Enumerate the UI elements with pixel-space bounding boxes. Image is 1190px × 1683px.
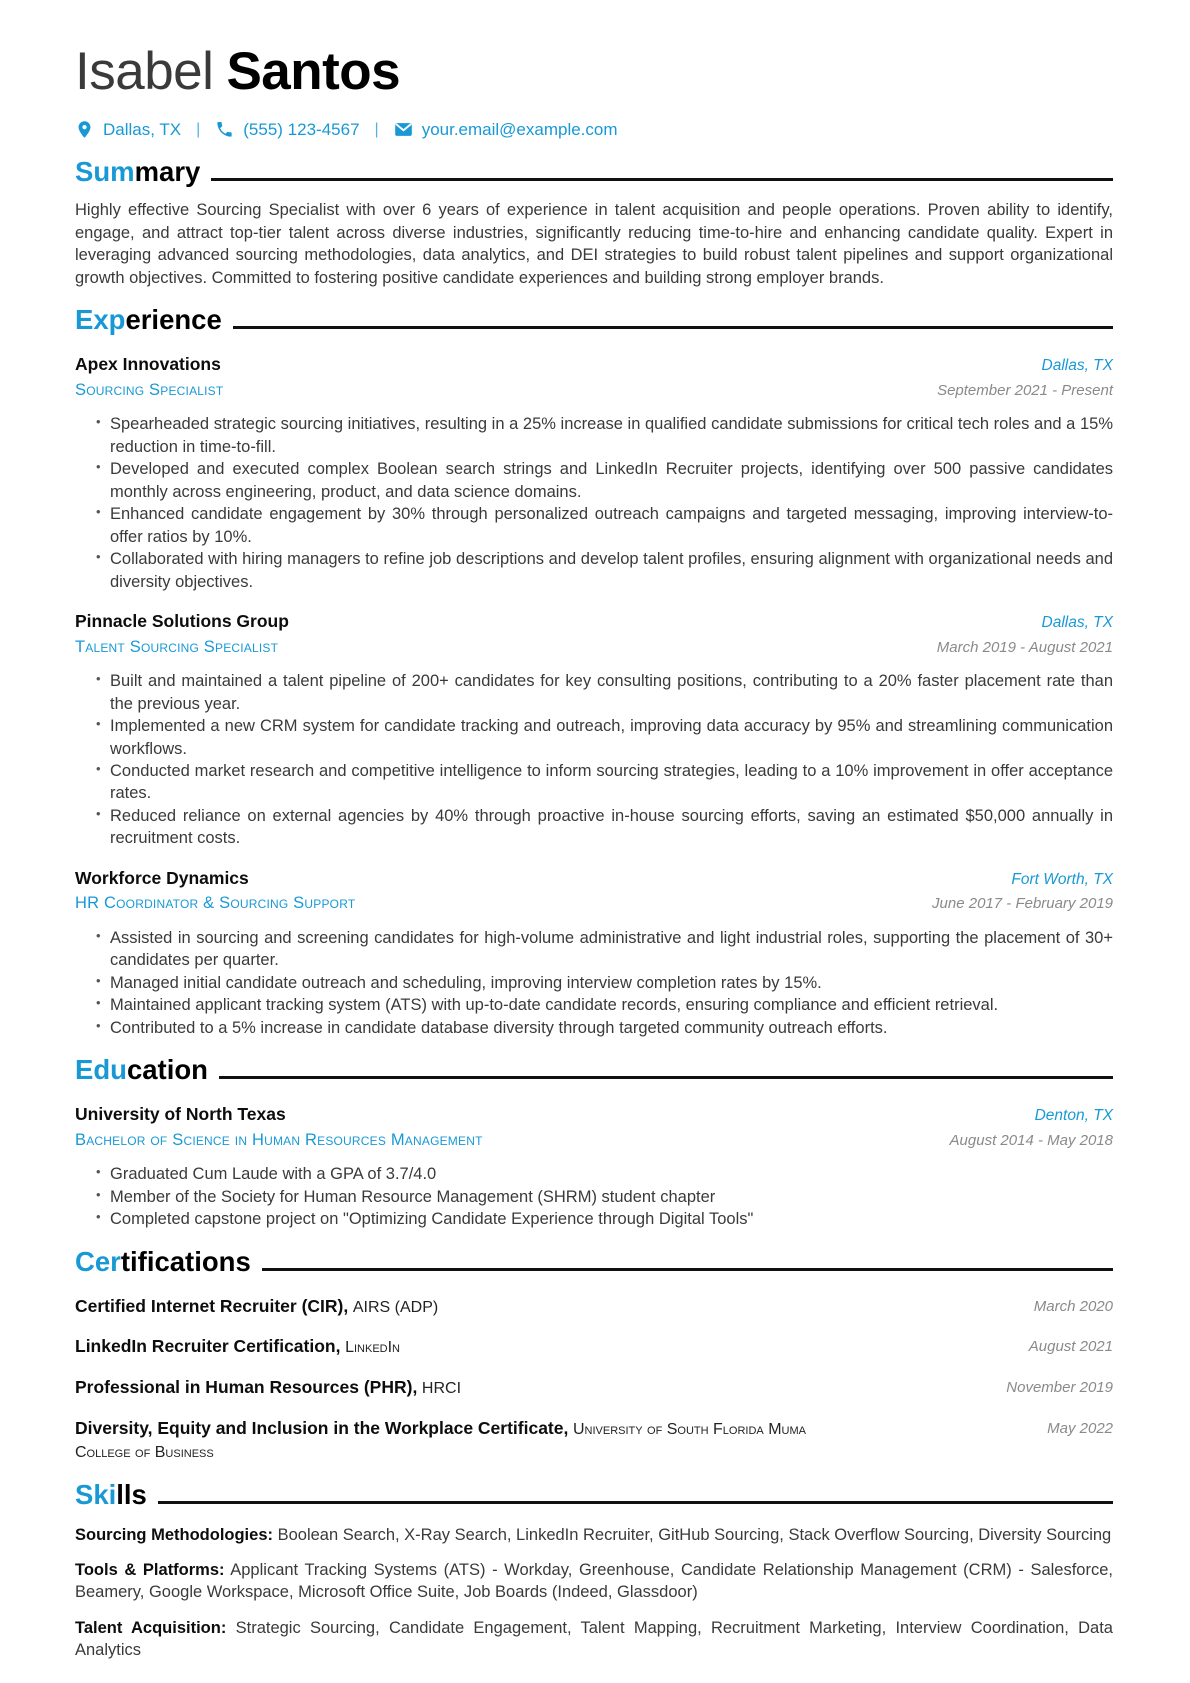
certification-org: AIRS (ADP) [352, 1298, 439, 1316]
job-dates: June 2017 - February 2019 [932, 895, 1113, 913]
job-title: HR Coordinator & Sourcing Support [75, 894, 356, 913]
bullet-list [75, 413, 1113, 593]
section-header [75, 1478, 1113, 1511]
first-name: Isabel [75, 42, 214, 101]
bullet-item: • Reduced reliance on external agencies by 40% through proactive in-house sourcing efforts, saving an estimated $50,000 annually in recruitment costs. [110, 805, 1113, 850]
certification-org: LinkedIn [345, 1339, 400, 1357]
certification-name: Professional in Human Resources (PHR) [75, 1377, 413, 1398]
skill-values: Applicant Tracking Systems (ATS) - Workday, Greenhouse, Candidate Relationship Management (CRM) - Salesforce, Beamery, Google Workspace, Microsoft Office Suite, Job Boards (Indeed, Glassdoor) [75, 1561, 1113, 1602]
map-pin-icon [75, 120, 94, 139]
job-title: Talent Sourcing Specialist [75, 637, 279, 656]
certification-label [75, 1376, 461, 1400]
section-rule [219, 1076, 1113, 1079]
section-education [75, 1053, 1113, 1231]
skill-row [75, 1524, 1113, 1546]
job-dates: March 2019 - August 2021 [936, 638, 1113, 656]
contact-phone[interactable] [215, 118, 359, 141]
certification-org: HRCI [421, 1380, 462, 1398]
bullet-item: • Implemented a new CRM system for candidate tracking and outreach, improving data accuracy by 95% and streamlining communication workflows. [110, 715, 1113, 760]
certification-name: Diversity, Equity and Inclusion in the Workplace Certificate [75, 1418, 564, 1439]
skill-category: Tools & Platforms: [75, 1561, 225, 1580]
certification-name: Certified Internet Recruiter (CIR) [75, 1295, 344, 1316]
section-rule [158, 1501, 1113, 1504]
bullet-item: • Conducted market research and competitive intelligence to inform sourcing strategies, leading to a 10% improvement in offer acceptance rates. [110, 760, 1113, 805]
certification-label [75, 1335, 400, 1359]
section-header [75, 155, 1113, 188]
section-title: Certifications [75, 1245, 251, 1277]
bullet-item: • Built and maintained a talent pipeline of 200+ candidates for key consulting positions, contributing to a 20% faster placement rate than the previous year. [110, 670, 1113, 715]
phone-text: (555) 123-4567 [243, 120, 360, 140]
contact-separator: | [374, 121, 379, 139]
contact-email[interactable] [394, 118, 618, 141]
entry-header [75, 610, 1113, 634]
entry-subheader [75, 892, 1113, 914]
section-skills [75, 1478, 1113, 1662]
degree-title: Bachelor of Science in Human Resources Management [75, 1130, 483, 1149]
certification-name-separator: , [343, 1295, 349, 1316]
job-dates: September 2021 - Present [937, 382, 1113, 400]
bullet-item: • Developed and executed complex Boolean search strings and LinkedIn Recruiter projects, identifying over 500 passive candidates monthly across engineering, product, and data science domains. [110, 458, 1113, 503]
skill-values: Strategic Sourcing, Candidate Engagement, Talent Mapping, Recruitment Marketing, Interview Coordination, Data Analytics [75, 1618, 1113, 1660]
experience-entry [75, 610, 1113, 850]
email-text: your.email@example.com [421, 120, 618, 140]
section-title: Skills [75, 1478, 147, 1510]
bullet-item: • Member of the Society for Human Resource Management (SHRM) student chapter [110, 1186, 1113, 1208]
experience-entry [75, 867, 1113, 1039]
skill-row [75, 1559, 1113, 1604]
section-summary [75, 155, 1113, 289]
skill-category: Sourcing Methodologies: [75, 1525, 273, 1544]
section-rule [211, 178, 1113, 181]
education-entry [75, 1103, 1113, 1231]
certification-date: November 2019 [1006, 1379, 1113, 1397]
education-dates: August 2014 - May 2018 [949, 1131, 1113, 1149]
skill-row [75, 1617, 1113, 1662]
section-title: Education [75, 1054, 208, 1086]
certification-entry [75, 1295, 1113, 1319]
school-name: University of North Texas [75, 1104, 286, 1125]
company-name: Workforce Dynamics [75, 867, 249, 888]
section-header [75, 1053, 1113, 1086]
phone-icon [215, 120, 234, 139]
summary-text: Highly effective Sourcing Specialist with over 6 years of experience in talent acquisition and people operations. Proven ability to identify, engage, and attract top-tier talent across diverse industries, significantly reducing time-to-hire and enhancing candidate quality. Expert in leveraging advanced sourcing methodologies, data analytics, and DEI strategies to build robust talent pipelines and support organizational growth objectives. Committed to fostering positive candidate experiences and building strong employer brands. [75, 201, 1113, 287]
skill-values: Boolean Search, X-Ray Search, LinkedIn Recruiter, GitHub Sourcing, Stack Overflow Sourcing, Diversity Sourcing [277, 1525, 1112, 1544]
certification-entry [75, 1376, 1113, 1400]
bullet-item: • Assisted in sourcing and screening candidates for high-volume administrative and light industrial roles, supporting the placement of 30+ candidates per quarter. [110, 927, 1113, 972]
bullet-item: • Enhanced candidate engagement by 30% through personalized outreach campaigns and targeted messaging, improving interview-to-offer ratios by 10%. [110, 503, 1113, 548]
contact-row [75, 118, 1113, 141]
page-title [75, 42, 1113, 101]
entry-header [75, 867, 1113, 891]
bullet-list [75, 927, 1113, 1039]
job-title: Sourcing Specialist [75, 381, 224, 400]
certification-entry [75, 1335, 1113, 1359]
envelope-icon [394, 120, 413, 139]
bullet-item: • Managed initial candidate outreach and scheduling, improving interview completion rates by 15%. [110, 972, 1113, 994]
bullet-list [75, 670, 1113, 850]
company-name: Pinnacle Solutions Group [75, 610, 289, 631]
section-experience [75, 303, 1113, 1039]
skill-category: Talent Acquisition: [75, 1618, 227, 1637]
bullet-item: • Completed capstone project on "Optimizing Candidate Experience through Digital Tools" [110, 1208, 1113, 1230]
section-certifications [75, 1245, 1113, 1464]
school-location: Denton, TX [1034, 1107, 1113, 1125]
contact-separator: | [196, 121, 201, 139]
entry-subheader [75, 636, 1113, 658]
certification-name-separator: , [335, 1336, 341, 1357]
job-location: Dallas, TX [1041, 357, 1113, 375]
certification-date: May 2022 [1047, 1420, 1113, 1438]
entry-subheader [75, 1129, 1113, 1151]
bullet-item: • Graduated Cum Laude with a GPA of 3.7/4.0 [110, 1163, 1113, 1185]
bullet-item: • Contributed to a 5% increase in candidate database diversity through targeted community outreach efforts. [110, 1017, 1113, 1039]
section-header [75, 1245, 1113, 1278]
bullet-item: • Spearheaded strategic sourcing initiatives, resulting in a 25% increase in qualified candidate submissions for critical tech roles and a 15% reduction in time-to-fill. [110, 413, 1113, 458]
entry-subheader [75, 379, 1113, 401]
last-name: Santos [226, 42, 401, 101]
entry-header [75, 1103, 1113, 1127]
contact-location [75, 118, 181, 141]
section-title: Experience [75, 304, 222, 336]
location-text: Dallas, TX [103, 120, 182, 140]
certification-name: LinkedIn Recruiter Certification [75, 1336, 336, 1357]
entry-header [75, 353, 1113, 377]
certification-org: University of South Florida Muma College of Business [75, 1421, 806, 1461]
company-name: Apex Innovations [75, 354, 221, 375]
job-location: Dallas, TX [1041, 613, 1113, 631]
experience-entry [75, 353, 1113, 593]
certification-label [75, 1295, 438, 1319]
certification-entry [75, 1417, 1113, 1464]
section-rule [262, 1268, 1113, 1271]
certification-date: March 2020 [1033, 1297, 1113, 1315]
bullet-item: • Collaborated with hiring managers to refine job descriptions and develop talent profiles, ensuring alignment with organizational needs and diversity objectives. [110, 548, 1113, 593]
bullet-list [75, 1163, 1113, 1230]
certification-date: August 2021 [1028, 1338, 1113, 1356]
section-title: Summary [75, 156, 201, 188]
certification-name-separator: , [412, 1377, 418, 1398]
certification-label [75, 1417, 855, 1464]
section-header [75, 303, 1113, 336]
section-rule [233, 326, 1113, 329]
job-location: Fort Worth, TX [1011, 870, 1113, 888]
certification-name-separator: , [563, 1418, 569, 1439]
bullet-item: • Maintained applicant tracking system (ATS) with up-to-date candidate records, ensuring compliance and efficient retrieval. [110, 994, 1113, 1016]
